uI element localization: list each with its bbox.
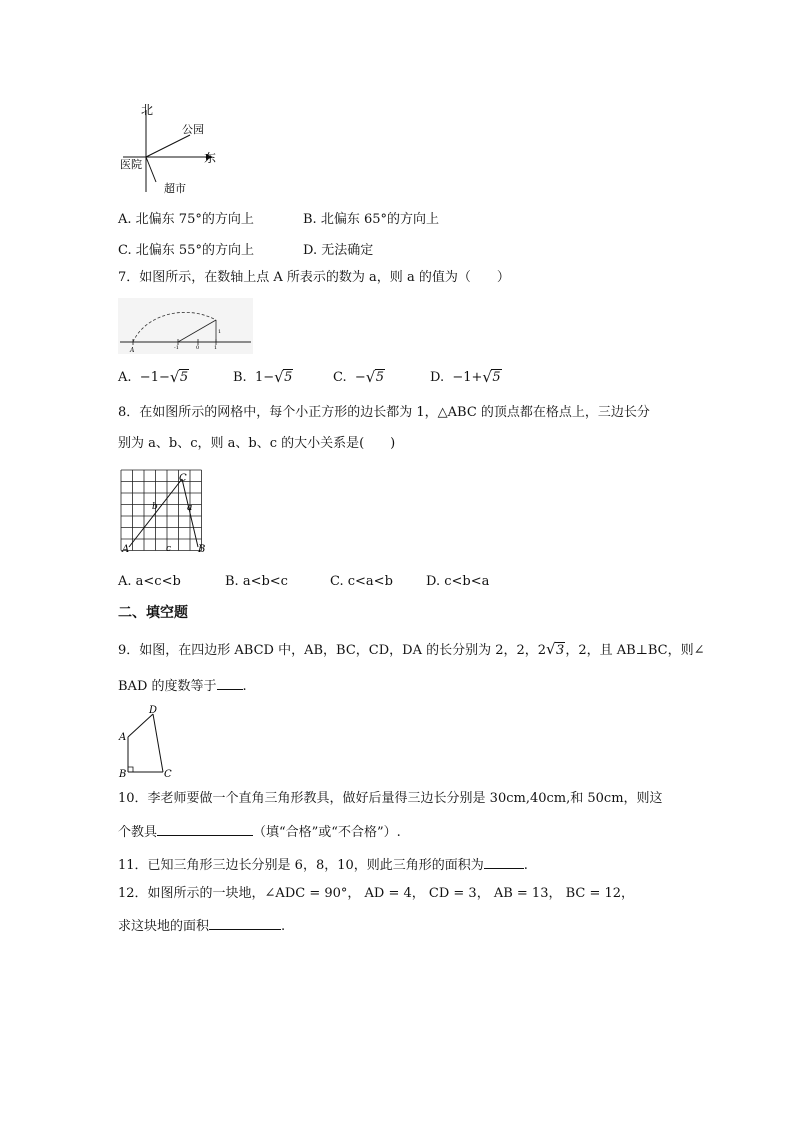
sqrt-symbol: √ 3	[546, 640, 565, 658]
q8-stem-line1: 8．在如图所示的网格中，每个小正方形的边长都为 1，△ABC 的顶点都在格点上，三边长分	[118, 405, 650, 420]
height-1: 1	[218, 329, 222, 335]
quadrilateral-figure	[118, 702, 178, 782]
q10-stem-line2: 个教具 （填“合格”或“不合格”）.	[118, 822, 401, 842]
answer-blank[interactable]	[484, 855, 524, 869]
market-label: 超市	[164, 182, 186, 195]
answer-blank[interactable]	[157, 822, 253, 836]
vertex-c: C	[179, 473, 187, 484]
q8-option-a[interactable]: A. a<c<b	[118, 574, 181, 589]
q8-option-c[interactable]: C. c<a<b	[330, 574, 393, 589]
q7-option-d[interactable]: D. −1+ √ 5	[430, 368, 501, 386]
q7-option-a[interactable]: A. −1− √ 5	[118, 368, 189, 386]
north-label: 北	[141, 103, 154, 117]
side-b: b	[152, 502, 158, 512]
q6-option-d[interactable]: D. 无法确定	[303, 243, 374, 258]
answer-blank[interactable]	[209, 916, 281, 930]
vertex-a: A	[119, 732, 127, 743]
sqrt-symbol: √ 5	[482, 368, 501, 386]
q6-option-c[interactable]: C. 北偏东 55°的方向上	[118, 243, 254, 258]
q7-stem: 7．如图所示，在数轴上点 A 所表示的数为 a，则 a 的值为（ ）	[118, 270, 510, 285]
park-label: 公园	[182, 123, 204, 136]
section-title: 二、填空题	[118, 605, 188, 621]
vertex-b: B	[119, 769, 127, 780]
q10-stem-line1: 10．李老师要做一个直角三角形教具，做好后量得三边长分别是 30cm,40cm,和 50cm，则这	[118, 791, 663, 806]
sqrt-symbol: √ 5	[169, 368, 189, 386]
q7-option-c[interactable]: C. − √ 5	[333, 368, 385, 386]
q8-option-b[interactable]: B. a<b<c	[225, 574, 288, 589]
q12-stem-line1: 12．如图所示的一块地，∠ADC = 90°， AD = 4， CD = 3， AB = 13， BC = 12，	[118, 886, 635, 901]
sqrt-symbol: √ 5	[274, 368, 293, 386]
q11-stem: 11．已知三角形三边长分别是 6，8，10，则此三角形的面积为 .	[118, 855, 528, 875]
vertex-a: A	[122, 544, 130, 555]
number-line-figure	[118, 298, 253, 354]
q8-stem-line2: 别为 a、b、c，则 a、b、c 的大小关系是( )	[118, 436, 396, 451]
tick-0: 0	[196, 345, 200, 351]
tick-1: 1	[214, 345, 218, 351]
q6-option-a[interactable]: A. 北偏东 75°的方向上	[118, 212, 254, 227]
vertex-b: B	[198, 544, 206, 555]
q7-option-b[interactable]: B. 1− √ 5	[233, 368, 293, 386]
q9-stem-line1: 9．如图，在四边形 ABCD 中，AB，BC，CD，DA 的长分别为 2，2，2 √ 3，2，且 AB⊥BC，则∠	[118, 640, 705, 658]
compass-figure	[118, 100, 223, 195]
sqrt-symbol: √ 5	[365, 368, 385, 386]
vertex-d: D	[149, 705, 158, 716]
answer-blank[interactable]	[217, 676, 243, 690]
hospital-label: 医院	[120, 158, 142, 171]
q6-option-b[interactable]: B. 北偏东 65°的方向上	[303, 212, 440, 227]
side-a: a	[187, 503, 193, 513]
east-label: 东	[204, 151, 217, 165]
q8-option-d[interactable]: D. c<b<a	[426, 574, 490, 589]
vertex-c: C	[164, 769, 172, 780]
point-a-label: A	[130, 347, 135, 354]
grid-figure	[119, 468, 209, 556]
q9-stem-line2: BAD 的度数等于 .	[118, 676, 247, 696]
tick-minus1: -1	[174, 345, 179, 351]
side-c: c	[166, 544, 172, 554]
q12-stem-line2: 求这块地的面积 .	[118, 916, 285, 936]
